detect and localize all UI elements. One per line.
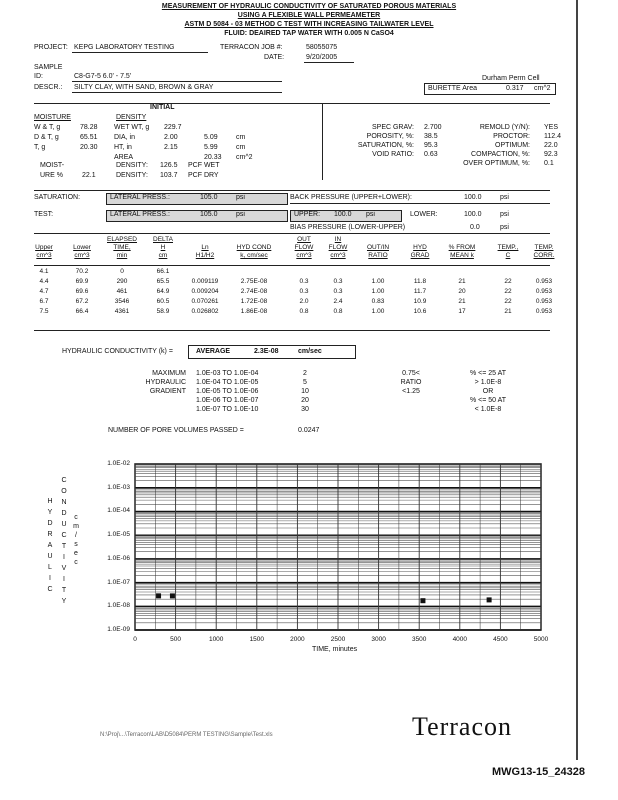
table-cell: 0.953: [535, 298, 553, 305]
table-cell: 21: [458, 298, 466, 305]
column-header: FLOW: [328, 244, 348, 251]
table-cell: 4.4: [39, 278, 49, 285]
y-axis-unit-char: s: [74, 541, 78, 548]
data-point: [156, 593, 161, 598]
density-dry-value: 103.7: [160, 172, 178, 179]
initial-density-value: 2.00: [164, 134, 178, 141]
lateral-press-1-label: LATERAL PRESS.:: [110, 194, 170, 201]
table-cell: 1.72E-08: [240, 298, 268, 305]
y-tick-label: 1.0E-08: [107, 602, 130, 610]
descr-label: DESCR.:: [34, 84, 63, 91]
y-axis-label-char: I: [49, 575, 51, 582]
y-tick-label: 1.0E-05: [107, 531, 130, 539]
initial-moisture-value: 65.51: [80, 134, 98, 141]
file-path: N:\Proj\...\Terracon\LAB\D5084\PERM TESTING\Sample\Test.xls: [100, 732, 273, 738]
table-cell: 67.2: [75, 298, 89, 305]
criteria-cell: 2: [303, 370, 307, 377]
date-value: 9/20/2005: [306, 54, 338, 61]
property-value: 92.3: [544, 151, 558, 158]
lateral-press-2-value: 105.0: [200, 211, 218, 218]
property-label: REMOLD (Y/N):: [479, 124, 530, 131]
column-header: MEAN k: [450, 252, 474, 259]
ure-label: URE %: [40, 172, 63, 179]
lateral-press-2-unit: psi: [236, 211, 245, 218]
job-label: TERRACON JOB #:: [220, 44, 283, 51]
criteria-cell: % <= 50 AT: [469, 397, 507, 404]
y-axis-label-char: V: [61, 565, 67, 572]
x-tick-label: 5000: [533, 636, 549, 643]
initial-density-label: HT, in: [114, 144, 132, 151]
table-cell: 4.1: [39, 268, 49, 275]
y-axis-unit-char: /: [75, 532, 77, 539]
column-header: cm^3: [330, 252, 346, 259]
initial-metric-unit: cm: [236, 144, 246, 151]
date-label: DATE:: [264, 54, 285, 61]
criteria-cell: > 1.0E-8: [474, 379, 502, 386]
y-tick-label: 1.0E-07: [107, 578, 130, 586]
criteria-cell: 30: [301, 406, 309, 413]
table-cell: 0.009119: [191, 278, 219, 285]
criteria-cell: 5: [303, 379, 307, 386]
criteria-cell: 20: [301, 397, 309, 404]
initial-metric-value: 5.09: [204, 134, 218, 141]
moist-label: MOIST-: [40, 162, 65, 169]
criteria-cell: GRADIENT: [149, 388, 186, 395]
column-header: TEMP.,: [497, 244, 519, 251]
id-value: C8-G7-5 6.0' - 7.5': [74, 73, 132, 80]
criteria-cell: MAXIMUM: [152, 370, 186, 377]
initial-density-value: 2.15: [164, 144, 178, 151]
table-cell: 0.3: [299, 278, 309, 285]
x-tick-label: 1000: [208, 636, 224, 643]
column-header: OUT: [297, 236, 311, 243]
bias-pressure-unit: psi: [500, 224, 509, 231]
descr-value: SILTY CLAY, WITH SAND, BROWN & GRAY: [74, 84, 214, 91]
column-header: min: [116, 252, 128, 259]
property-value: 0.63: [424, 151, 438, 158]
y-tick-label: 1.0E-02: [107, 460, 130, 467]
column-header: FLOW: [294, 244, 314, 251]
criteria-cell: HYDRAULIC: [145, 379, 186, 386]
column-header: GRAD: [410, 252, 430, 259]
id-label: ID:: [34, 73, 43, 80]
x-tick-label: 2000: [290, 636, 305, 643]
data-point: [487, 597, 492, 602]
bias-pressure-label: BIAS PRESSURE (LOWER-UPPER): [290, 224, 406, 231]
property-value: 112.4: [544, 133, 561, 140]
table-cell: 1.86E-08: [240, 308, 268, 315]
initial-moisture-label: D & T, g: [34, 134, 59, 141]
y-axis-unit-char: c: [74, 514, 78, 521]
initial-density-label: WET WT, g: [114, 124, 150, 131]
table-cell: 22: [504, 278, 512, 285]
x-tick-label: 500: [170, 636, 182, 643]
column-header: CORR.: [533, 252, 555, 259]
criteria-cell: OR: [482, 388, 494, 395]
table-cell: 7.5: [39, 308, 49, 315]
initial-density-label: AREA: [114, 154, 134, 161]
column-header: Upper: [35, 244, 53, 251]
table-cell: 0.83: [371, 298, 385, 305]
property-label: COMPACTION, %:: [471, 151, 530, 158]
table-cell: 22: [504, 288, 512, 295]
density-wet-value: 126.5: [160, 162, 178, 169]
cell-label: Durham Perm Cell: [482, 75, 540, 82]
burette-unit: cm^2: [534, 85, 551, 92]
initial-density-value: 229.7: [164, 124, 182, 131]
lower-label: LOWER:: [410, 211, 438, 218]
density-wet-unit: PCF WET: [188, 162, 220, 169]
test-label: TEST:: [34, 211, 54, 218]
x-tick-label: 4500: [493, 636, 508, 643]
column-header: H1/H2: [195, 252, 215, 259]
title-line-2: USING A FLEXIBLE WALL PERMEAMETER: [237, 12, 381, 19]
table-cell: 0.026802: [191, 308, 219, 315]
title-line-1: MEASUREMENT OF HYDRAULIC CONDUCTIVITY OF SATURATED POROUS MATERIALS: [161, 3, 457, 10]
y-axis-unit-char: c: [74, 559, 78, 566]
y-axis-label-char: U: [47, 553, 53, 560]
column-header: DELTA: [153, 236, 173, 243]
y-axis-label-char: I: [63, 576, 65, 583]
x-tick-label: 4000: [452, 636, 468, 643]
column-header: IN: [334, 236, 342, 243]
criteria-cell: <1.25: [402, 388, 420, 395]
column-header: k, cm/sec: [240, 252, 268, 259]
sample-label: SAMPLE: [34, 64, 63, 71]
initial-moisture-label: T, g: [34, 144, 46, 151]
density-wet-label: DENSITY:: [116, 162, 148, 169]
x-tick-label: 1500: [249, 636, 265, 643]
table-cell: 1.00: [371, 278, 385, 285]
y-axis-label-char: Y: [47, 509, 53, 516]
property-label: VOID RATIO:: [372, 151, 414, 158]
bias-pressure-value: 0.0: [470, 224, 480, 231]
saturation-label: SATURATION:: [34, 194, 81, 201]
x-axis-label: TIME, minutes: [312, 646, 358, 653]
criteria-cell: < 1.0E-8: [474, 406, 502, 413]
y-axis-label-char: H: [47, 498, 53, 505]
x-tick-label: 3000: [371, 636, 386, 643]
y-axis-label-char: A: [47, 542, 53, 549]
table-cell: 2.4: [333, 298, 343, 305]
y-axis-label-char: D: [61, 510, 67, 517]
upper-unit: psi: [366, 211, 375, 218]
table-cell: 3546: [114, 298, 130, 305]
average-label: AVERAGE: [196, 348, 231, 355]
table-cell: 0.953: [535, 288, 553, 295]
column-header: TIME,: [113, 244, 131, 251]
property-label: POROSITY, %:: [366, 133, 414, 140]
table-cell: 22: [504, 298, 512, 305]
terracon-logo: Terracon: [412, 712, 513, 741]
table-cell: 0.953: [535, 308, 553, 315]
lateral-press-1-value: 105.0: [200, 194, 218, 201]
column-header: ELAPSED: [107, 236, 137, 243]
column-header: cm: [158, 252, 168, 259]
y-axis-label-char: L: [48, 564, 52, 571]
moist-value: 22.1: [82, 172, 96, 179]
hc-label: HYDRAULIC CONDUCTIVITY (k) =: [62, 348, 173, 355]
table-cell: 4.7: [39, 288, 49, 295]
table-cell: 70.2: [75, 268, 89, 275]
criteria-cell: 10: [301, 388, 309, 395]
table-cell: 20: [458, 288, 466, 295]
y-tick-label: 1.0E-06: [107, 554, 130, 562]
back-pressure-label: BACK PRESSURE (UPPER+LOWER):: [290, 194, 412, 201]
burette-value: 0.317: [506, 85, 524, 92]
table-cell: 65.5: [156, 278, 170, 285]
table-cell: 60.5: [156, 298, 170, 305]
property-value: 38.5: [424, 133, 438, 140]
column-header: TEMP.: [534, 244, 554, 251]
lateral-press-2-label: LATERAL PRESS.:: [110, 211, 170, 218]
table-cell: 17: [458, 308, 466, 315]
criteria-cell: 0.75<: [402, 370, 420, 377]
table-cell: 0: [120, 268, 124, 275]
column-header: H: [160, 244, 166, 251]
property-value: 22.0: [544, 142, 558, 149]
column-header: C: [505, 252, 511, 259]
initial-metric-unit: cm^2: [236, 154, 253, 161]
project-label: PROJECT:: [34, 44, 68, 51]
y-axis-label-char: N: [61, 499, 67, 506]
density-dry-unit: PCF DRY: [188, 172, 219, 179]
average-value: 2.3E-08: [254, 348, 279, 355]
y-axis-label-char: C: [47, 586, 53, 593]
column-header: Ln: [201, 244, 209, 251]
table-cell: 58.9: [156, 308, 170, 315]
x-tick-label: 2500: [330, 636, 346, 643]
moisture-head: MOISTURE: [34, 114, 71, 121]
table-cell: 2.0: [299, 298, 309, 305]
column-header: HYD: [413, 244, 427, 251]
data-point: [170, 593, 175, 598]
table-cell: 0.3: [299, 288, 309, 295]
initial-metric-value: 5.99: [204, 144, 218, 151]
table-cell: 290: [116, 278, 128, 285]
table-cell: 1.00: [371, 308, 385, 315]
x-tick-label: 0: [133, 636, 137, 643]
initial-metric-value: 20.33: [204, 154, 222, 161]
column-header: HYD COND: [236, 244, 272, 251]
column-header: RATIO: [368, 252, 388, 259]
criteria-cell: 1.0E-05 TO 1.0E-06: [196, 388, 259, 395]
criteria-cell: 1.0E-07 TO 1.0E-10: [196, 406, 259, 413]
initial-moisture-value: 78.28: [80, 124, 98, 131]
table-cell: 0.3: [333, 288, 343, 295]
property-label: SATURATION, %:: [357, 142, 414, 149]
table-cell: 4361: [114, 308, 130, 315]
initial-moisture-value: 20.30: [80, 144, 98, 151]
upper-label: UPPER:: [294, 211, 321, 218]
y-tick-label: 1.0E-03: [107, 483, 130, 491]
table-cell: 0.3: [333, 278, 343, 285]
initial-density-label: DIA, in: [114, 134, 136, 141]
y-axis-label-char: C: [61, 532, 67, 539]
property-label: SPEC GRAV:: [371, 124, 414, 131]
burette-label: BURETTE Area: [428, 85, 478, 92]
property-label: OPTIMUM:: [495, 142, 530, 149]
back-pressure-value: 100.0: [464, 194, 482, 201]
table-cell: 66.1: [156, 268, 170, 275]
table-cell: 69.9: [75, 278, 89, 285]
property-value: YES: [544, 124, 559, 131]
criteria-cell: RATIO: [400, 379, 422, 386]
table-cell: 69.6: [75, 288, 89, 295]
project-value: KEPG LABORATORY TESTING: [74, 44, 175, 51]
lateral-press-1-unit: psi: [236, 194, 245, 201]
pore-volumes-label: NUMBER OF PORE VOLUMES PASSED =: [108, 427, 244, 434]
initial-metric-unit: cm: [236, 134, 246, 141]
table-cell: 0.8: [299, 308, 309, 315]
table-cell: 11.8: [413, 278, 427, 285]
lower-value: 100.0: [464, 211, 482, 218]
y-axis-label-char: D: [47, 520, 53, 527]
y-axis-label-char: I: [63, 554, 65, 561]
column-header: Lower: [73, 244, 91, 251]
job-value: 58055075: [306, 44, 338, 51]
table-cell: 0.8: [333, 308, 343, 315]
column-header: OUT/IN: [366, 244, 390, 251]
lower-unit: psi: [500, 211, 509, 218]
initial-moisture-label: W & T, g: [34, 124, 61, 131]
table-cell: 10.6: [413, 308, 427, 315]
average-unit: cm/sec: [298, 348, 322, 355]
table-cell: 21: [504, 308, 512, 315]
table-cell: 64.9: [156, 288, 170, 295]
initial-title: INITIAL: [150, 104, 175, 111]
table-cell: 2.74E-08: [240, 288, 268, 295]
column-header: cm^3: [296, 252, 312, 259]
y-axis-label-char: C: [61, 477, 67, 484]
upper-value: 100.0: [334, 211, 352, 218]
y-axis-label-char: Y: [61, 598, 67, 605]
table-cell: 2.75E-08: [240, 278, 268, 285]
density-dry-label: DENSITY:: [116, 172, 148, 179]
title-line-4: FLUID: DEAIRED TAP WATER WITH 0.005 N CaSO4: [224, 30, 394, 37]
criteria-cell: 1.0E-04 TO 1.0E-05: [196, 379, 259, 386]
table-cell: 1.00: [371, 288, 385, 295]
y-axis-label-char: R: [47, 531, 53, 538]
y-axis-label-char: O: [61, 488, 67, 495]
y-axis-label-char: T: [61, 587, 67, 594]
y-axis-label-char: U: [61, 521, 67, 528]
y-tick-label: 1.0E-09: [107, 626, 130, 633]
property-label: OVER OPTIMUM, %:: [463, 160, 530, 167]
density-head: DENSITY: [116, 114, 147, 121]
table-cell: 6.7: [39, 298, 49, 305]
y-axis-unit-char: e: [74, 550, 78, 557]
table-cell: 461: [116, 288, 128, 295]
criteria-cell: 1.0E-03 TO 1.0E-04: [196, 370, 259, 377]
property-value: 0.1: [544, 160, 554, 167]
table-cell: 0.070261: [191, 298, 219, 305]
conductivity-chart: [0, 450, 618, 680]
property-value: 2.700: [424, 124, 442, 131]
document-id: MWG13-15_24328: [492, 766, 585, 778]
pore-volumes-value: 0.0247: [298, 427, 320, 434]
column-header: % FROM: [448, 244, 476, 251]
table-cell: 0.009204: [191, 288, 219, 295]
criteria-cell: 1.0E-06 TO 1.0E-07: [196, 397, 259, 404]
table-cell: 66.4: [75, 308, 89, 315]
column-header: cm^3: [74, 252, 90, 259]
table-cell: 10.9: [413, 298, 427, 305]
property-label: PROCTOR:: [493, 133, 530, 140]
criteria-cell: % <= 25 AT: [469, 370, 507, 377]
y-axis-label-char: T: [61, 543, 67, 550]
data-point: [420, 598, 425, 603]
title-line-3: ASTM D 5084 - 03 METHOD C TEST WITH INCREASING TAILWATER LEVEL: [184, 21, 434, 28]
column-header: cm^3: [36, 252, 52, 259]
y-tick-label: 1.0E-04: [107, 507, 130, 515]
x-tick-label: 3500: [411, 636, 427, 643]
y-axis-unit-char: m: [73, 523, 79, 530]
table-cell: 21: [458, 278, 466, 285]
table-cell: 0.953: [535, 278, 553, 285]
table-cell: 11.7: [413, 288, 427, 295]
property-value: 95.3: [424, 142, 438, 149]
back-pressure-unit: psi: [500, 194, 509, 201]
